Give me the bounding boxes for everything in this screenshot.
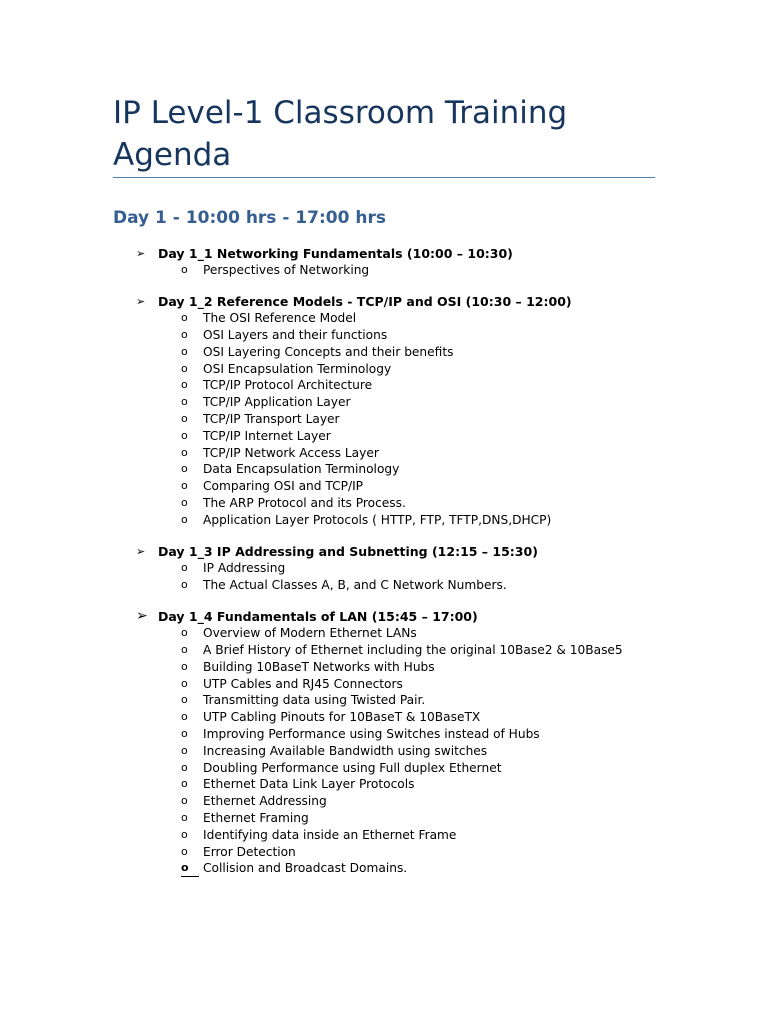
- circle-bullet-icon: o: [181, 344, 188, 358]
- list-item-text: TCP/IP Application Layer: [203, 395, 351, 410]
- list-item: [0, 760, 768, 777]
- agenda-section: [0, 293, 768, 528]
- circle-bullet-icon: o: [181, 428, 188, 442]
- list-item-text: UTP Cables and RJ45 Connectors: [203, 676, 403, 691]
- circle-bullet-icon: o: [181, 479, 188, 493]
- circle-bullet-icon: o: [181, 561, 188, 575]
- list-item: [0, 726, 768, 743]
- circle-bullet-icon: o: [181, 412, 188, 426]
- list-item: [0, 860, 768, 877]
- circle-bullet-icon: o: [181, 378, 188, 392]
- list-item: [0, 793, 768, 810]
- day-heading: Day 1 - 10:00 hrs - 17:00 hrs: [113, 208, 386, 228]
- list-item: [0, 577, 768, 594]
- list-item: [0, 676, 768, 693]
- section-heading: [0, 245, 768, 262]
- list-item: [0, 776, 768, 793]
- list-item-text: Increasing Available Bandwidth using switches: [203, 743, 488, 758]
- section-heading: [0, 293, 768, 310]
- section-item-list: [0, 625, 768, 877]
- circle-bullet-icon: o: [181, 263, 188, 276]
- list-item-text: Ethernet Addressing: [203, 794, 327, 809]
- section-title: Day 1_2 Reference Models - TCP/IP and OSI (10:30 – 12:00): [158, 294, 572, 310]
- document-title-line-1: IP Level-1 Classroom Training: [113, 95, 568, 131]
- list-item: [0, 642, 768, 659]
- circle-bullet-icon: o: [181, 659, 188, 673]
- list-item: [0, 709, 768, 726]
- list-item-text: Error Detection: [203, 844, 296, 859]
- circle-bullet-icon: o: [181, 361, 188, 375]
- circle-bullet-icon: o: [181, 860, 199, 877]
- list-item: [0, 659, 768, 676]
- list-item: [0, 827, 768, 844]
- list-item: [0, 461, 768, 478]
- circle-bullet-icon: o: [181, 777, 188, 791]
- circle-bullet-icon: o: [181, 462, 188, 476]
- agenda-sections: [0, 245, 768, 892]
- circle-bullet-icon: o: [181, 643, 188, 657]
- list-item: [0, 512, 768, 529]
- agenda-section: [0, 608, 768, 877]
- list-item: [0, 377, 768, 394]
- section-item-list: [0, 310, 768, 528]
- circle-bullet-icon: o: [181, 512, 188, 526]
- circle-bullet-icon: o: [181, 760, 188, 774]
- agenda-section: [0, 543, 768, 594]
- list-item: [0, 262, 768, 279]
- list-item-text: TCP/IP Transport Layer: [203, 412, 340, 427]
- list-item: [0, 327, 768, 344]
- list-item-text: TCP/IP Protocol Architecture: [203, 378, 373, 393]
- circle-bullet-icon: o: [181, 577, 188, 591]
- section-title: Day 1_1 Networking Fundamentals (10:00 – 10:30): [158, 246, 513, 261]
- section-title: Day 1_4 Fundamentals of LAN (15:45 – 17:00): [158, 609, 478, 625]
- list-item-text: Comparing OSI and TCP/IP: [203, 479, 364, 494]
- list-item: [0, 394, 768, 411]
- section-item-list: [0, 262, 768, 279]
- circle-bullet-icon: o: [181, 811, 188, 825]
- list-item: [0, 844, 768, 861]
- circle-bullet-icon: o: [181, 496, 188, 510]
- list-item-text: IP Addressing: [203, 561, 286, 576]
- document-title: [113, 92, 673, 176]
- list-item: [0, 495, 768, 512]
- list-item-text: UTP Cabling Pinouts for 10BaseT & 10BaseTX: [203, 710, 481, 725]
- list-item-text: Collision and Broadcast Domains.: [203, 861, 408, 876]
- arrow-bullet-icon: ➢: [136, 247, 146, 260]
- list-item: [0, 361, 768, 378]
- list-item: [0, 310, 768, 327]
- circle-bullet-icon: o: [181, 676, 188, 690]
- circle-bullet-icon: o: [181, 794, 188, 808]
- list-item: [0, 411, 768, 428]
- list-item-text: Perspectives of Networking: [203, 263, 370, 277]
- list-item-text: OSI Layering Concepts and their benefits: [203, 344, 454, 359]
- title-underline-rule: [113, 177, 655, 178]
- list-item-text: Ethernet Framing: [203, 811, 309, 826]
- agenda-section: [0, 245, 768, 279]
- circle-bullet-icon: o: [181, 626, 188, 640]
- list-item-text: OSI Encapsulation Terminology: [203, 361, 392, 376]
- list-item: [0, 344, 768, 361]
- list-item-text: TCP/IP Internet Layer: [203, 428, 331, 443]
- list-item-text: Overview of Modern Ethernet LANs: [203, 626, 417, 641]
- list-item-text: OSI Layers and their functions: [203, 328, 388, 343]
- circle-bullet-icon: o: [181, 844, 188, 858]
- list-item: [0, 810, 768, 827]
- circle-bullet-icon: o: [181, 743, 188, 757]
- list-item: [0, 743, 768, 760]
- arrow-bullet-icon: ➢: [136, 608, 148, 625]
- list-item-text: A Brief History of Ethernet including the original 10Base2 & 10Base5: [203, 643, 623, 658]
- list-item: [0, 692, 768, 709]
- list-item-text: The Actual Classes A, B, and C Network Numbers.: [203, 577, 507, 592]
- list-item: [0, 445, 768, 462]
- section-title: Day 1_3 IP Addressing and Subnetting (12:15 – 15:30): [158, 544, 538, 560]
- circle-bullet-icon: o: [181, 311, 188, 325]
- list-item-text: Improving Performance using Switches instead of Hubs: [203, 727, 540, 742]
- list-item: [0, 478, 768, 495]
- list-item-text: Building 10BaseT Networks with Hubs: [203, 659, 435, 674]
- section-item-list: [0, 560, 768, 594]
- arrow-bullet-icon: ➢: [136, 545, 146, 559]
- circle-bullet-icon: o: [181, 328, 188, 342]
- list-item: [0, 625, 768, 642]
- list-item: [0, 428, 768, 445]
- list-item-text: Doubling Performance using Full duplex Ethernet: [203, 760, 502, 775]
- circle-bullet-icon: o: [181, 827, 188, 841]
- section-heading: [0, 543, 768, 560]
- list-item-text: Application Layer Protocols ( HTTP, FTP, TFTP,DNS,DHCP): [203, 512, 552, 527]
- circle-bullet-icon: o: [181, 710, 188, 724]
- list-item-text: The OSI Reference Model: [203, 311, 357, 326]
- circle-bullet-icon: o: [181, 395, 188, 409]
- document-title-line-2: Agenda: [113, 137, 232, 173]
- circle-bullet-icon: o: [181, 693, 188, 707]
- list-item-text: Ethernet Data Link Layer Protocols: [203, 777, 415, 792]
- arrow-bullet-icon: ➢: [136, 295, 146, 309]
- list-item-text: TCP/IP Network Access Layer: [203, 445, 379, 460]
- circle-bullet-icon: o: [181, 727, 188, 741]
- list-item-text: Data Encapsulation Terminology: [203, 462, 400, 477]
- list-item-text: The ARP Protocol and its Process.: [203, 496, 406, 511]
- list-item-text: Identifying data inside an Ethernet Frame: [203, 827, 457, 842]
- list-item: [0, 560, 768, 577]
- section-heading: [0, 608, 768, 625]
- circle-bullet-icon: o: [181, 445, 188, 459]
- list-item-text: Transmitting data using Twisted Pair.: [203, 693, 426, 708]
